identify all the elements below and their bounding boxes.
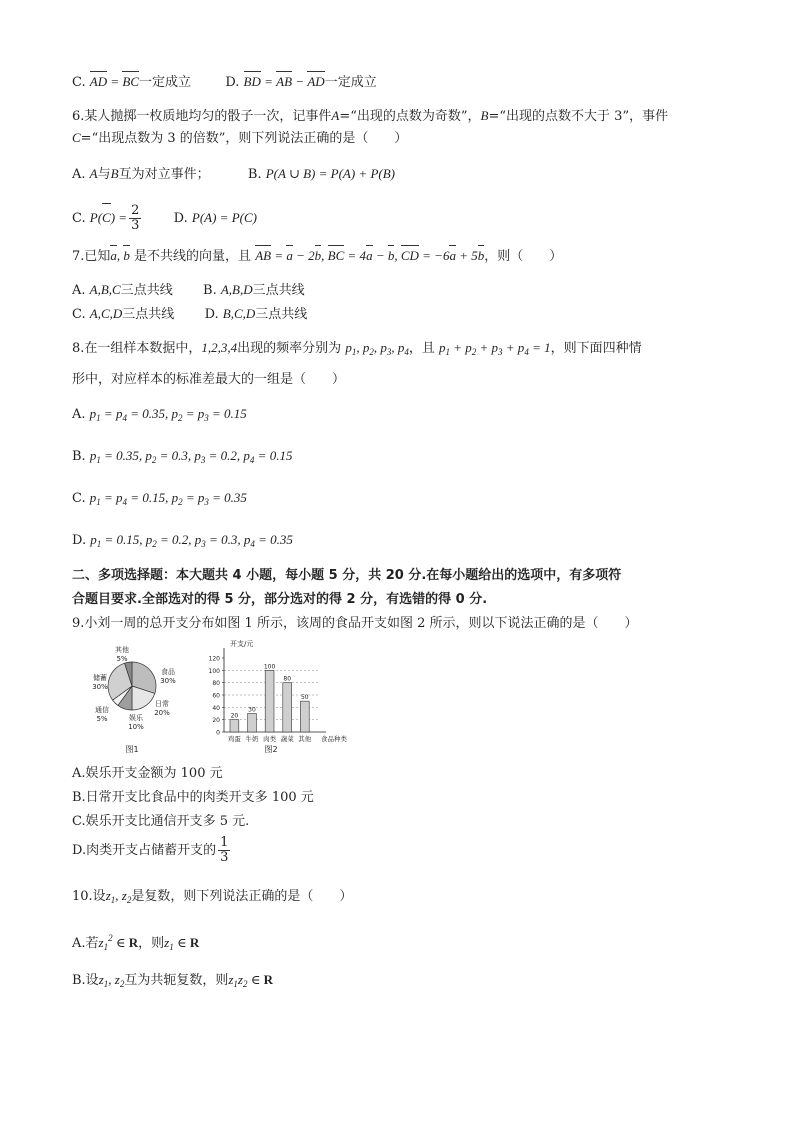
bar-1 — [248, 714, 257, 733]
pie-chart — [92, 645, 176, 754]
pie-label-3: 通信 — [95, 706, 109, 714]
bar-chart — [209, 639, 348, 754]
bar-value-3: 80 — [283, 675, 292, 683]
bar-ytick-label-1: 20 — [212, 717, 220, 725]
pie-title: 图1 — [125, 745, 139, 754]
bar-value-4: 50 — [300, 694, 309, 702]
bar-2 — [265, 670, 274, 732]
q10-stem: 10.设$z_1$, $z_2$是复数，则下列说法正确的是（ ） — [72, 888, 353, 905]
q9-option-c: C.娱乐开支比通信开支多 5 元. — [72, 814, 250, 829]
bar-ytick-label-4: 80 — [212, 680, 220, 688]
pie-label-0: 食品 — [161, 668, 175, 676]
bar-4 — [300, 701, 309, 732]
q10-option-b: B.设$z_1$, $z_2$互为共轭复数，则$z_1z_2$ ∈ R — [72, 972, 273, 989]
section2-heading-line1: 二、多项选择题：本大题共 4 小题，每小题 5 分，共 20 分.在每小题给出的选项中，有多项符 — [72, 568, 622, 583]
q9-option-a: A.娱乐开支金额为 100 元 — [72, 766, 223, 781]
pie-value-2: 10% — [128, 723, 144, 731]
pie-label-2: 娱乐 — [129, 714, 143, 722]
bar-ytick-label-5: 100 — [208, 667, 220, 675]
bar-3 — [283, 683, 292, 732]
q8-stem-line2: 形中，对应样本的标准差最大的一组是（ ） — [72, 372, 346, 387]
bar-value-2: 100 — [263, 663, 276, 671]
bar-value-0: 20 — [230, 712, 239, 720]
q8-stem-line1: 8.在一组样本数据中，1,2,3,4出现的频率分别为 $p_1$, $p_2$, $p_3$, $p_4$，且 $p_1 + p_2 + p_3 + p_4 = 1$，则下面四种情 — [72, 340, 642, 357]
q9-option-d: D.肉类开支占储蓄开支的 $\frac{1}{3}$ — [72, 835, 229, 865]
bar-category-1: 牛奶 — [245, 735, 259, 743]
bar-ylabel: 开支/元 — [230, 640, 254, 648]
q6-options-cd: C. P(C) = $\frac{2}{3}$ D. P(A) = P(C) — [72, 203, 257, 233]
section2-heading-line2: 合题目要求.全部选对的得 5 分，部分选对的得 2 分，有选错的得 0 分. — [72, 592, 488, 607]
bar-0 — [230, 720, 239, 732]
pie-value-4: 30% — [92, 683, 108, 691]
bar-ytick-label-0: 0 — [216, 729, 220, 737]
q9-option-b: B.日常开支比食品中的肉类开支多 100 元 — [72, 790, 314, 805]
pie-value-3: 5% — [96, 715, 108, 723]
q9-figures — [74, 640, 347, 758]
pie-label-4: 储蓄 — [93, 674, 107, 682]
q10-option-a: A.若$z_1^2$ ∈ R，则$z_1$ ∈ R — [72, 933, 200, 952]
bar-category-4: 其他 — [298, 735, 312, 743]
pie-value-1: 20% — [154, 709, 170, 717]
bar-category-3: 蔬菜 — [280, 735, 294, 743]
q6-options-ab: A. A与B互为对立事件； B. P(A ∪ B) = P(A) + P(B) — [72, 166, 395, 182]
q5-options-cd: C. AD = BC一定成立 D. BD = AB − AD一定成立 — [72, 74, 377, 90]
bar-value-1: 30 — [248, 706, 256, 714]
bar-category-2: 肉类 — [263, 735, 277, 743]
bar-xlabel: 食品种类 — [321, 735, 347, 743]
pie-label-5: 其他 — [115, 646, 129, 654]
q7-options-ab: A. A,B,C三点共线 B. A,B,D三点共线 — [72, 282, 305, 298]
pie-value-0: 30% — [160, 677, 176, 685]
q6-stem-line2: C=“出现点数为 3 的倍数”，则下列说法正确的是（ ） — [72, 130, 408, 146]
q8-option-b: B. $p_1 = 0.35$, $p_2 = 0.3$, $p_3 = 0.2$, $p_4 = 0.15$ — [72, 448, 293, 465]
pie-value-5: 5% — [116, 655, 128, 663]
q6-stem-line1: 6.某人抛掷一枚质地均匀的骰子一次，记事件A=“出现的点数为奇数”，B=“出现的点数不大于 3”，事件 — [72, 108, 669, 124]
bar-ytick-label-3: 60 — [212, 692, 220, 700]
q7-stem: 7.已知a, b 是不共线的向量，且 AB = a − 2b, BC = 4a − b, CD = −6a + 5b，则（ ） — [72, 248, 563, 264]
bar-category-0: 鸡蛋 — [227, 735, 241, 743]
q8-option-a: A. $p_1 = p_4 = 0.35$, $p_2 = p_3 = 0.15$ — [72, 406, 247, 423]
q8-option-d: D. $p_1 = 0.15$, $p_2 = 0.2$, $p_3 = 0.3$, $p_4 = 0.35$ — [72, 532, 293, 549]
bar-ytick-label-6: 120 — [208, 655, 220, 663]
q7-options-cd: C. A,C,D三点共线 D. B,C,D三点共线 — [72, 306, 308, 322]
bar-title: 图2 — [264, 745, 278, 754]
q8-option-c: C. $p_1 = p_4 = 0.15$, $p_2 = p_3 = 0.35$ — [72, 490, 247, 507]
q9-stem: 9.小刘一周的总开支分布如图 1 所示，该周的食品开支如图 2 所示，则以下说法正确的是（ ） — [72, 616, 638, 631]
pie-label-1: 日常 — [155, 700, 169, 708]
bar-ytick-label-2: 40 — [212, 704, 220, 712]
